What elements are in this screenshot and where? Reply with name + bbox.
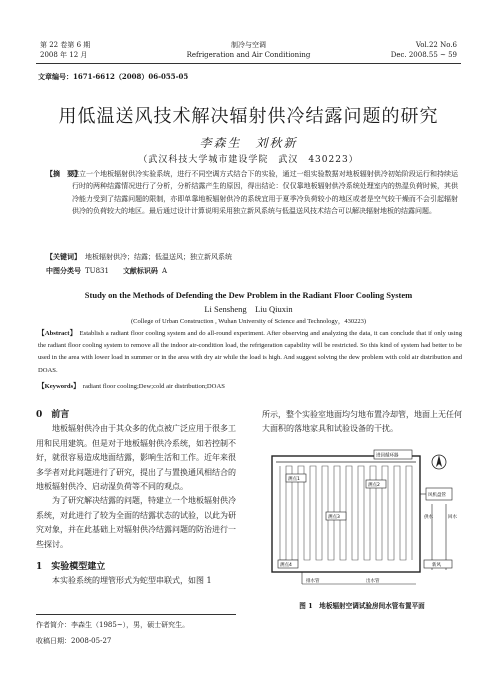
north-arrow-icon <box>436 455 442 467</box>
keywords-en-label: 【Keywords】 <box>38 383 80 390</box>
affiliation-cn: （武汉科技大学城市建设学院 武汉 430223） <box>138 155 359 165</box>
return-label: 回水 <box>448 515 457 520</box>
volume-issue: 第 22 卷第 6 期 <box>40 41 91 49</box>
abstract-en-text: Establish a radiant floor cooling system and do all-round experiment. After observing and analyzing the data, it can conclude that if only using the radiant floor cooling system to remove all the indoor air-condition load, the refrigeration capability will be restricted. So this kind of system had better to be used in the area with lower load in summer or in the area with dry air while the load is high. And suggest solving the dew problem with cold air distribution and DOAS. <box>38 330 462 374</box>
drain-label: 排水管 <box>306 579 320 584</box>
authors-cn: 李森生 刘秋新 <box>199 136 298 150</box>
keywords-cn-label: 【关键词】 <box>46 252 81 261</box>
section-1-paragraph-1: 本实验系统的埋管形式为蛇型串联式，如图 1 <box>52 576 212 586</box>
journal-name-en: Refrigeration and Air Conditioning <box>186 51 311 59</box>
point-2-label: 测点2 <box>368 483 380 488</box>
title-cn: 用低温送风技术解决辐射供冷结露问题的研究 <box>58 106 439 127</box>
journal-header <box>0 0 497 62</box>
body-right-column <box>262 408 462 437</box>
clc-value: TU831 <box>85 267 109 275</box>
doc-code-label: 文献标识码 <box>122 266 158 275</box>
abstract-cn-label: 【摘 要】 <box>46 169 81 178</box>
point-1-label: 测点1 <box>288 477 300 482</box>
footnote-rule <box>36 614 236 615</box>
abstract-en <box>38 328 462 377</box>
keywords-en <box>38 380 462 390</box>
article-number: 文章编号：1671-6612（2008）06-055-05 <box>38 72 189 81</box>
right-column-paragraph: 所示，整个实验室地面均匀地布置冷却管，地面上无任何大面积的落地家具和试验设备的干扰。 <box>262 410 462 434</box>
header-rule <box>36 63 461 64</box>
abstract-en-label: 【Abstract】 <box>38 330 77 337</box>
footnotes <box>36 614 236 649</box>
figure-1 <box>266 448 460 584</box>
fresh-air-label: 新风 <box>432 563 441 568</box>
abstract-cn-text: 建立一个地板辐射供冷实验系统，进行不同空调方式结合下的实验，通过一组实验数据对地板辐射供冷初始阶段运行和持续运行时的两种结露情况进行了分析，分析结露产生的原因，得出结论：仅仅靠地板辐射供冷系统处理室内的热湿负荷时候，其供冷能力受到了结露问题的限制，亦即单靠地板辐射供冷的系统宜用于夏季冷负荷较小的地区或者是空气较干燥而不会引起辐射供冷的负荷较大的地区。最后通过设计计算说明采用独立新风系统与低温送风技术结合可以解决辐射地板的结露问题。 <box>72 170 458 216</box>
classification <box>46 266 466 276</box>
section-0-paragraph-2: 为了研究解决结露的问题，特建立一个地板辐射供冷系统，对此进行了较为全面的结露状态的试验，以此为研究对象，并在此基础上对辐射供冷结露问题的防治进行一些探讨。 <box>36 496 236 549</box>
clc-label: 中图分类号 <box>46 266 81 275</box>
outlet-label: 出水管 <box>366 579 380 584</box>
title-en: Study on the Methods of Defending the Dew Problem in the Radiant Floor Cooling System <box>84 290 413 300</box>
journal-name-cn: 制冷与空调 <box>231 41 266 49</box>
point-3-label: 测点3 <box>328 515 340 520</box>
author-intro: 作者简介：李森生（1985~），男，硕士研究生。 <box>36 621 190 629</box>
received-date: 收稿日期：2008-05-27 <box>36 637 112 645</box>
issue-date: 2008 年 12 月 <box>40 51 88 59</box>
fan-coil-label: 风机盘管 <box>428 493 446 498</box>
authors-en: Li Sensheng Liu Qiuxin <box>204 304 293 314</box>
point-4-label: 测点4 <box>280 563 292 568</box>
header-right <box>391 40 457 60</box>
keywords-cn <box>46 252 466 262</box>
volume-en: Vol.22 No.6 <box>415 41 457 49</box>
keywords-en-text: radiant floor cooling;Dew;cold air distribution;DOAS <box>82 383 225 390</box>
pump-label: 进回循环器 <box>376 453 399 459</box>
pipe-layout-diagram <box>266 448 460 598</box>
section-0-heading: 0 前言 <box>36 410 70 420</box>
figure-1-caption: 图 1 地板辐射空调试验房间水管布置平面 <box>299 602 425 610</box>
date-pages-en: Dec. 2008.55 ~ 59 <box>390 51 457 59</box>
section-1-heading: 1 实验模型建立 <box>36 562 106 573</box>
abstract-cn <box>46 168 458 218</box>
supply-label: 供水 <box>424 515 433 520</box>
body-left-column <box>36 408 236 589</box>
doc-code-value: A <box>161 267 167 275</box>
affiliation-en: (College of Urban Construction , Wuhan University of Science and Technology，430223) <box>131 318 366 325</box>
section-0-paragraph-1: 地板辐射供冷由于其众多的优点被广泛应用于很多工用和民用建筑。但是对于地板辐射供冷系统，如若控制不好，就很容易造成地面结露，影响生活和工作。近年来很多学者对此问题进行了研究，提出了与置换通风相结合的地板辐射供冷、启动湿负荷等不同的观点。 <box>36 424 236 492</box>
keywords-cn-text: 地板辐射供冷；结露；低温送风；独立新风系统 <box>85 253 232 261</box>
